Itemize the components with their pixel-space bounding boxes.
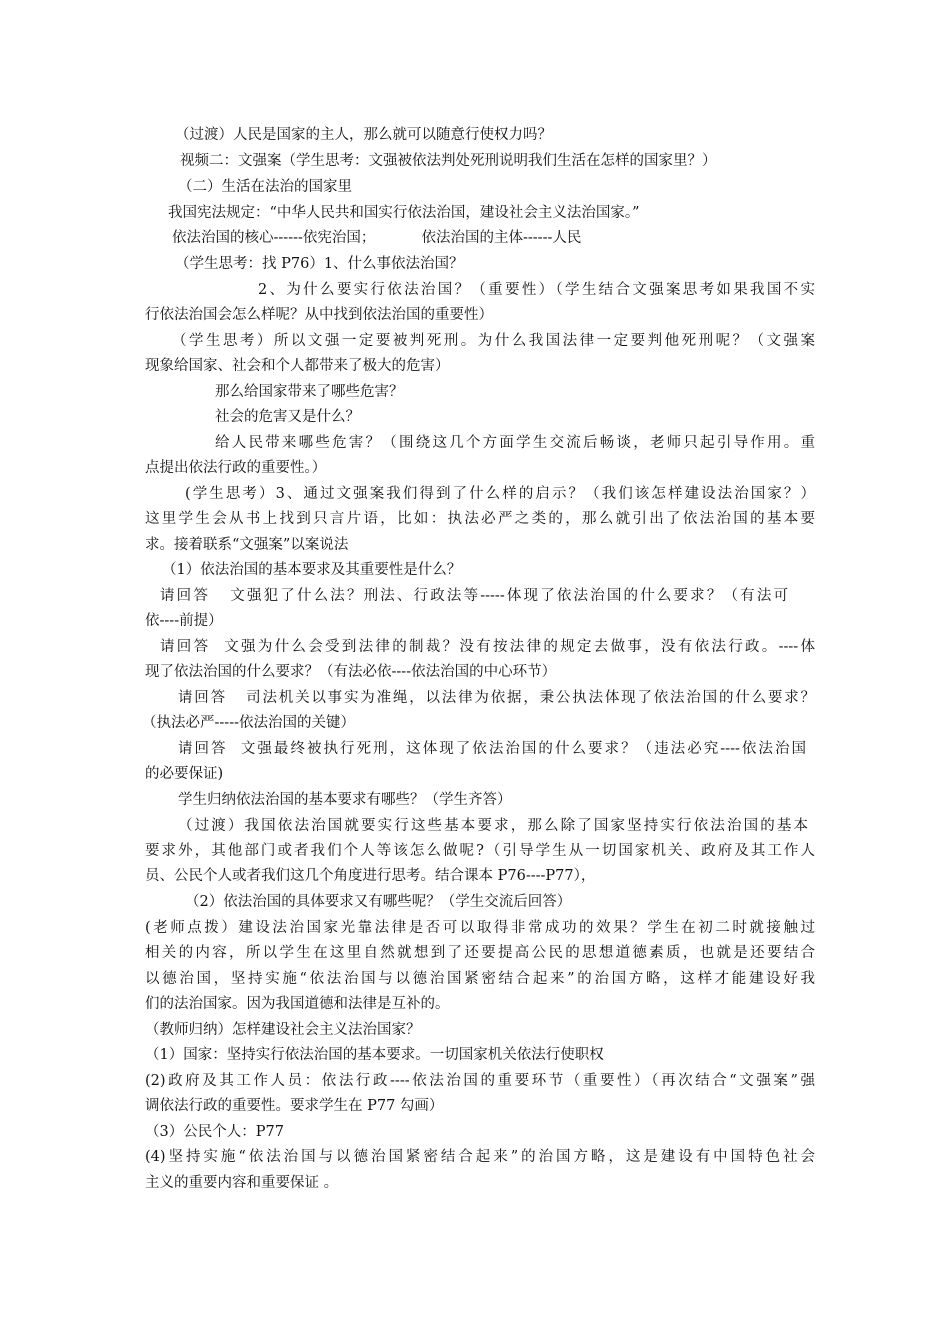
section-heading: （二）生活在法治的国家里 xyxy=(178,179,352,195)
text-line: 那么给国家带来了哪些危害？ xyxy=(215,384,404,400)
text-line: 依法治国的核心------依宪治国； 依法治国的主体------人民 xyxy=(172,230,582,246)
text-line: 请回答 文强犯了什么法？刑法、行政法等-----体现了依法治国的什么要求？（有法可 xyxy=(160,588,788,604)
text-line: 的必要保证) xyxy=(145,766,224,782)
text-line: (4)坚持实施“依法治国与以德治国紧密结合起来”的治国方略，这是建设有中国特色社会 xyxy=(145,1149,815,1165)
text-line: 员、公民个人或者我们这几个角度进行思考。结合课本 P76----P77）， xyxy=(145,868,596,884)
text-line: （2）依法治国的具体要求又有哪些呢？（学生交流后回答） xyxy=(185,894,572,910)
text-line: 给人民带来哪些危害？（围绕这几个方面学生交流后畅谈，老师只起引导作用。重 xyxy=(215,435,815,451)
text-line: （1）依法治国的基本要求及其重要性是什么？ xyxy=(162,562,462,578)
text-line: 们的法治国家。因为我国道德和法律是互补的。 xyxy=(145,996,450,1012)
text-line: 以德治国，坚持实施“依法治国与以德治国紧密结合起来”的治国方略，这样才能建设好我 xyxy=(145,971,815,987)
text-line: （执法必严-----依法治国的关键） xyxy=(142,715,355,731)
text-line: 依----前提） xyxy=(145,613,223,629)
text-line: 调依法行政的重要性。要求学生在 P77 勾画） xyxy=(145,1098,444,1114)
text-line: 学生归纳依法治国的基本要求有哪些？（学生齐答） xyxy=(178,792,512,808)
text-line: 点提出依法行政的重要性。） xyxy=(145,460,327,476)
text-line: （过渡）人民是国家的主人，那么就可以随意行使权力吗？ xyxy=(175,127,552,143)
text-line: (2)政府及其工作人员：依法行政----依法治国的重要环节（重要性）（再次结合“文强案”强 xyxy=(145,1073,815,1089)
text-line: 视频二：文强案（学生思考：文强被依法判处死刑说明我们生活在怎样的国家里？） xyxy=(180,153,717,169)
text-line: 主义的重要内容和重要保证 。 xyxy=(145,1175,339,1191)
text-line: 相关的内容，所以学生在这里自然就想到了还要提高公民的思想道德素质，也就是还要结合 xyxy=(145,945,815,961)
text-line: (老师点拨）建设法治国家光靠法律是否可以取得非常成功的效果？学生在初二时就接触过 xyxy=(145,920,815,936)
text-line: （1）国家：坚持实行依法治国的基本要求。一切国家机关依法行使职权 xyxy=(145,1047,604,1063)
text-line: 请回答 文强为什么会受到法律的制裁？没有按法律的规定去做事，没有依法行政。----体 xyxy=(160,639,815,655)
text-line: (学生思考）3、通过文强案我们得到了什么样的启示？（我们该怎样建设法治国家？） xyxy=(185,486,815,502)
text-line: （学生思考）所以文强一定要被判死刑。为什么我国法律一定要判他死刑呢？（文强案 xyxy=(172,333,815,349)
text-line: 请回答 文强最终被执行死刑，这体现了依法治国的什么要求？（违法必究----依法治国 xyxy=(178,741,806,757)
text-line: 行依法治国会怎么样呢？从中找到依法治国的重要性） xyxy=(145,307,493,323)
text-line: 这里学生会从书上找到只言片语，比如：执法必严之类的，那么就引出了依法治国的基本要 xyxy=(145,511,815,527)
text-line: 要求外，其他部门或者我们个人等该怎么做呢?（引导学生从一切国家机关、政府及其工作人 xyxy=(145,843,815,859)
text-line: （学生思考：找 P76）1、什么事依法治国？ xyxy=(175,256,464,272)
text-line: 求。接着联系“文强案”以案说法 xyxy=(145,537,349,553)
text-line: 现了依法治国的什么要求？（有法必依----依法治国的中心环节） xyxy=(145,664,557,680)
text-line: （过渡）我国依法治国就要实行这些基本要求，那么除了国家坚持实行依法治国的基本 xyxy=(178,818,808,834)
text-line: 社会的危害又是什么？ xyxy=(215,409,360,425)
text-line: （教师归纳）怎样建设社会主义法治国家？ xyxy=(145,1022,421,1038)
text-line: （3）公民个人：P77 xyxy=(145,1124,284,1140)
text-line: 2、为什么要实行依法治国？（重要性）（学生结合文强案思考如果我国不实 xyxy=(258,282,815,298)
text-line: 我国宪法规定：“中华人民共和国实行依法治国，建设社会主义法治国家。” xyxy=(168,205,640,221)
text-line: 请回答 司法机关以事实为准绳，以法律为依据，秉公执法体现了依法治国的什么要求？ xyxy=(178,690,815,706)
text-line: 现象给国家、社会和个人都带来了极大的危害） xyxy=(145,358,450,374)
